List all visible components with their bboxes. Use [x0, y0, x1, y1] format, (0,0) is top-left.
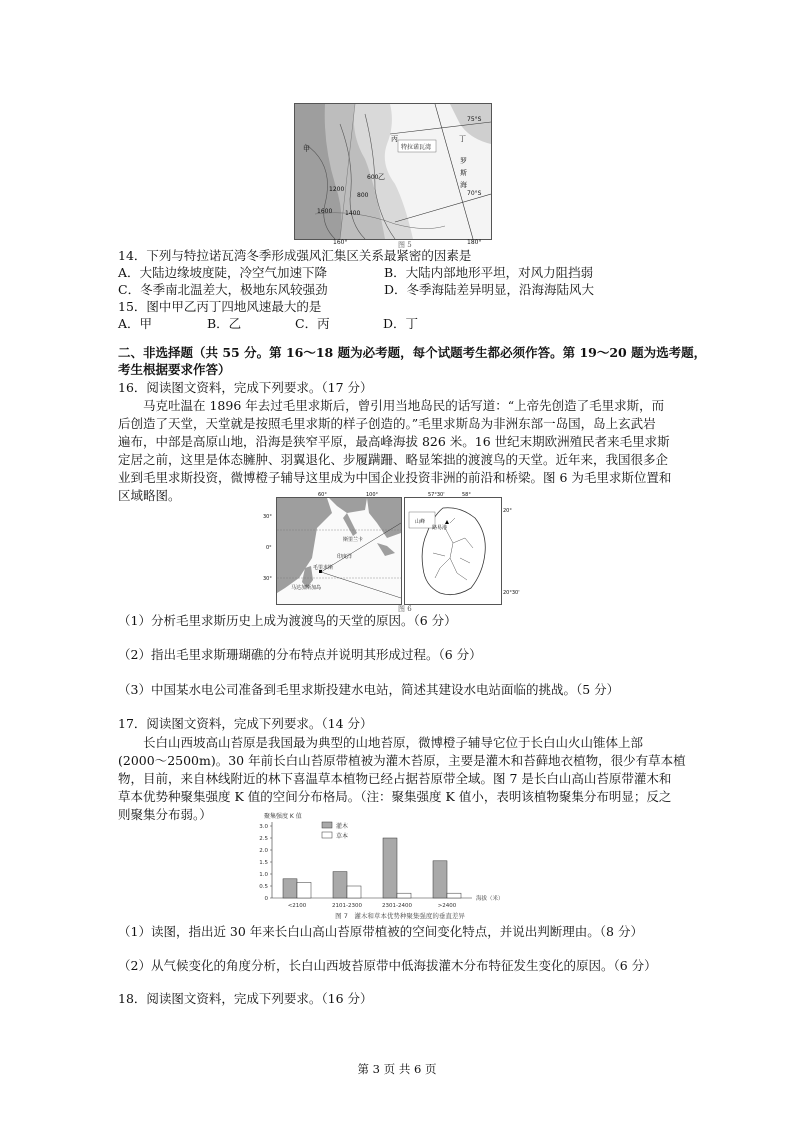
q14-stem: 14．下列与特拉诺瓦湾冬季形成强风汇集区关系最紧密的因素是	[118, 248, 472, 263]
figure-6-right-map	[404, 497, 502, 605]
label-indian-ocean: 印度洋	[337, 554, 353, 560]
fig6-lat-30s: 30°	[263, 576, 272, 582]
q16-line-3: 遍布，中部是高原山地，沿海是狭窄平原，最高峰海拔 826 米。16 世纪末期欧洲殖民者来毛里求斯	[118, 434, 670, 449]
contour-800: 800	[357, 192, 369, 199]
contour-1600: 1600	[317, 208, 333, 215]
y-tick-label: 3.0	[259, 824, 268, 830]
q14-option-d: D．冬季海陆差异明显，沿海海陆风大	[384, 282, 595, 297]
x-tick-label: <2100	[287, 903, 307, 909]
figure-5	[294, 103, 492, 240]
label-yi: 乙	[378, 173, 385, 181]
y-tick-label: 2.5	[259, 836, 268, 842]
y-tick-label: 0	[264, 896, 268, 902]
q17-sub-1: （1）读图，指出近 30 年来长白山高山苔原带植被的空间变化特点，并说出判断理由。（8 分）	[118, 924, 643, 939]
q16-title: 16．阅读图文资料，完成下列要求。（17 分）	[118, 380, 373, 395]
figure-5-caption: 图 5	[398, 241, 412, 249]
q16-line-1: 马克吐温在 1896 年去过毛里求斯后，曾引用当地岛民的话写道：“上帝先创造了毛里求斯，而	[143, 398, 665, 413]
q17-line-3: 物，目前，来自林线附近的林下喜温草本植物已经占据苔原带全域。图 7 是长白山高山苔原带灌木和	[118, 771, 672, 786]
contour-1200: 1200	[329, 186, 345, 193]
fig6-lat-30n: 30°	[263, 514, 272, 520]
fig6-lon-100: 100°	[366, 492, 379, 498]
bar-herb	[297, 882, 311, 898]
section-2-heading: 二、非选择题（共 55 分。第 16～18 题为必考题，每个试题考生都必须作答。第 19～20 题为选考题，	[118, 345, 707, 360]
figure-7-caption: 图 7 灌木和草本优势种聚集强度的垂直差异	[335, 912, 465, 920]
y-tick-label: 1.0	[259, 872, 268, 878]
lon-160: 160°	[333, 239, 348, 246]
legend-label: 灌木	[336, 823, 349, 830]
label-jia: 甲	[303, 145, 310, 153]
legend-swatch	[322, 822, 332, 828]
q14-option-c: C．冬季南北温差大，极地东风较强劲	[118, 282, 328, 297]
q16-line-4: 定居之前，这里是体态臃肿、羽翼退化、步履蹒跚、略显笨拙的渡渡鸟的天堂。近年来，我国很多企	[118, 452, 669, 467]
q16-line-5: 业到毛里求斯投资，微博橙子辅导这里成为中国企业投资非洲的前沿和桥梁。图 6 为毛里求斯位置和	[118, 470, 672, 485]
figure-7	[250, 812, 550, 922]
lat-75s: 75°S	[467, 116, 482, 123]
q15-option-d: D．丁	[383, 316, 419, 331]
fig6r-lon-58: 58°	[462, 492, 471, 498]
label-ding: 丁	[459, 135, 466, 143]
section-2-heading-cont: 考生根据要求作答）	[118, 362, 231, 377]
label-sri-lanka: 斯里兰卡	[343, 537, 364, 543]
bar-shrub	[333, 872, 347, 898]
x-tick-label: >2400	[437, 903, 457, 909]
q18-title: 18．阅读图文资料，完成下列要求。（16 分）	[118, 991, 373, 1006]
q14-option-b: B．大陆内部地形平坦，对风力阻挡弱	[384, 265, 594, 280]
q16-sub-1: （1）分析毛里求斯历史上成为渡渡鸟的天堂的原因。（6 分）	[118, 613, 457, 628]
bar-herb	[447, 893, 461, 898]
q16-sub-3: （3）中国某水电公司准备到毛里求斯投建水电站，简述其建设水电站面临的挑战。（5 分）	[118, 682, 620, 697]
figure-6-left-map	[276, 497, 402, 605]
bar-shrub	[433, 861, 447, 898]
lon-180: 180°	[467, 239, 482, 246]
fig6r-lat-2030: 20°30'	[503, 590, 520, 596]
q17-title: 17．阅读图文资料，完成下列要求。（14 分）	[118, 716, 373, 731]
y-axis-label: 聚集强度 K 值	[264, 813, 302, 820]
fig6r-lat-20: 20°	[503, 508, 512, 514]
q17-sub-2: （2）从气候变化的角度分析，长白山西坡苔原带中低海拔灌木分布特征发生变化的原因。（6 分）	[118, 958, 657, 973]
label-mauritius: 毛里求斯	[313, 565, 334, 571]
bar-herb	[347, 886, 361, 898]
page-number: 第 3 页 共 6 页	[357, 1062, 437, 1076]
contour-600: 600	[367, 174, 379, 181]
mauritius-map	[405, 498, 501, 604]
figure-7-chart	[250, 812, 550, 922]
q17-line-5: 则聚集分布弱。）	[118, 807, 212, 822]
contour-1400: 1400	[345, 210, 361, 217]
label-luo: 罗	[460, 157, 467, 165]
q14-option-a: A．大陆边缘坡度陡，冷空气加速下降	[118, 265, 328, 280]
fig6-lon-60: 60°	[318, 492, 327, 498]
q15-option-a: A．甲	[118, 316, 153, 331]
bar-shrub	[283, 879, 297, 898]
figure-6-caption: 图 6	[398, 605, 412, 613]
legend-label: 草本	[336, 833, 349, 840]
bar-shrub	[383, 838, 397, 898]
q17-line-4: 草本优势种聚集强度 K 值的空间分布格局。（注：聚集强度 K 值小，表明该植物聚集分布明显；反之	[118, 789, 672, 804]
fig6r-lon-5730: 57°30'	[428, 492, 445, 498]
q16-sub-2: （2）指出毛里求斯珊瑚礁的分布特点并说明其形成过程。（6 分）	[118, 647, 482, 662]
q16-line-6: 区域略图。	[118, 488, 181, 503]
label-peak: 山峰	[415, 519, 426, 525]
label-port-louis: 路易港	[432, 525, 448, 531]
label-madagascar: 马达加斯加岛	[291, 585, 322, 591]
lat-70s: 70°S	[467, 190, 482, 197]
bar-herb	[397, 893, 411, 898]
y-tick-label: 1.5	[259, 860, 268, 866]
x-tick-label: 2101-2300	[332, 903, 362, 909]
q16-line-2: 后创造了天堂，天堂就是按照毛里求斯的样子创造的。”毛里求斯岛为非洲东部一岛国，岛上玄武岩	[118, 416, 656, 431]
legend-swatch	[322, 832, 332, 838]
q15-stem: 15．图中甲乙丙丁四地风速最大的是	[118, 299, 322, 314]
q17-line-1: 长白山西坡高山苔原是我国最为典型的山地苔原，微博橙子辅导它位于长白山火山锥体上部	[143, 735, 644, 750]
q17-line-2: (2000～2500m)。30 年前长白山苔原带植被为灌木苔原，主要是灌木和苔藓地衣植物，很少有草本植	[118, 753, 686, 768]
label-bing: 丙	[391, 135, 398, 143]
x-axis-label: 海拔（米）	[476, 896, 504, 902]
x-tick-label: 2301-2400	[382, 903, 412, 909]
q15-option-b: B．乙	[207, 316, 242, 331]
fig6-lat-0: 0°	[266, 545, 272, 551]
y-tick-label: 0.5	[259, 884, 268, 890]
y-tick-label: 2.0	[259, 848, 268, 854]
q15-option-c: C．丙	[295, 316, 330, 331]
label-si: 斯	[460, 169, 467, 177]
label-bay: 特拉诺瓦湾	[401, 144, 432, 151]
label-hai: 海	[460, 181, 467, 189]
